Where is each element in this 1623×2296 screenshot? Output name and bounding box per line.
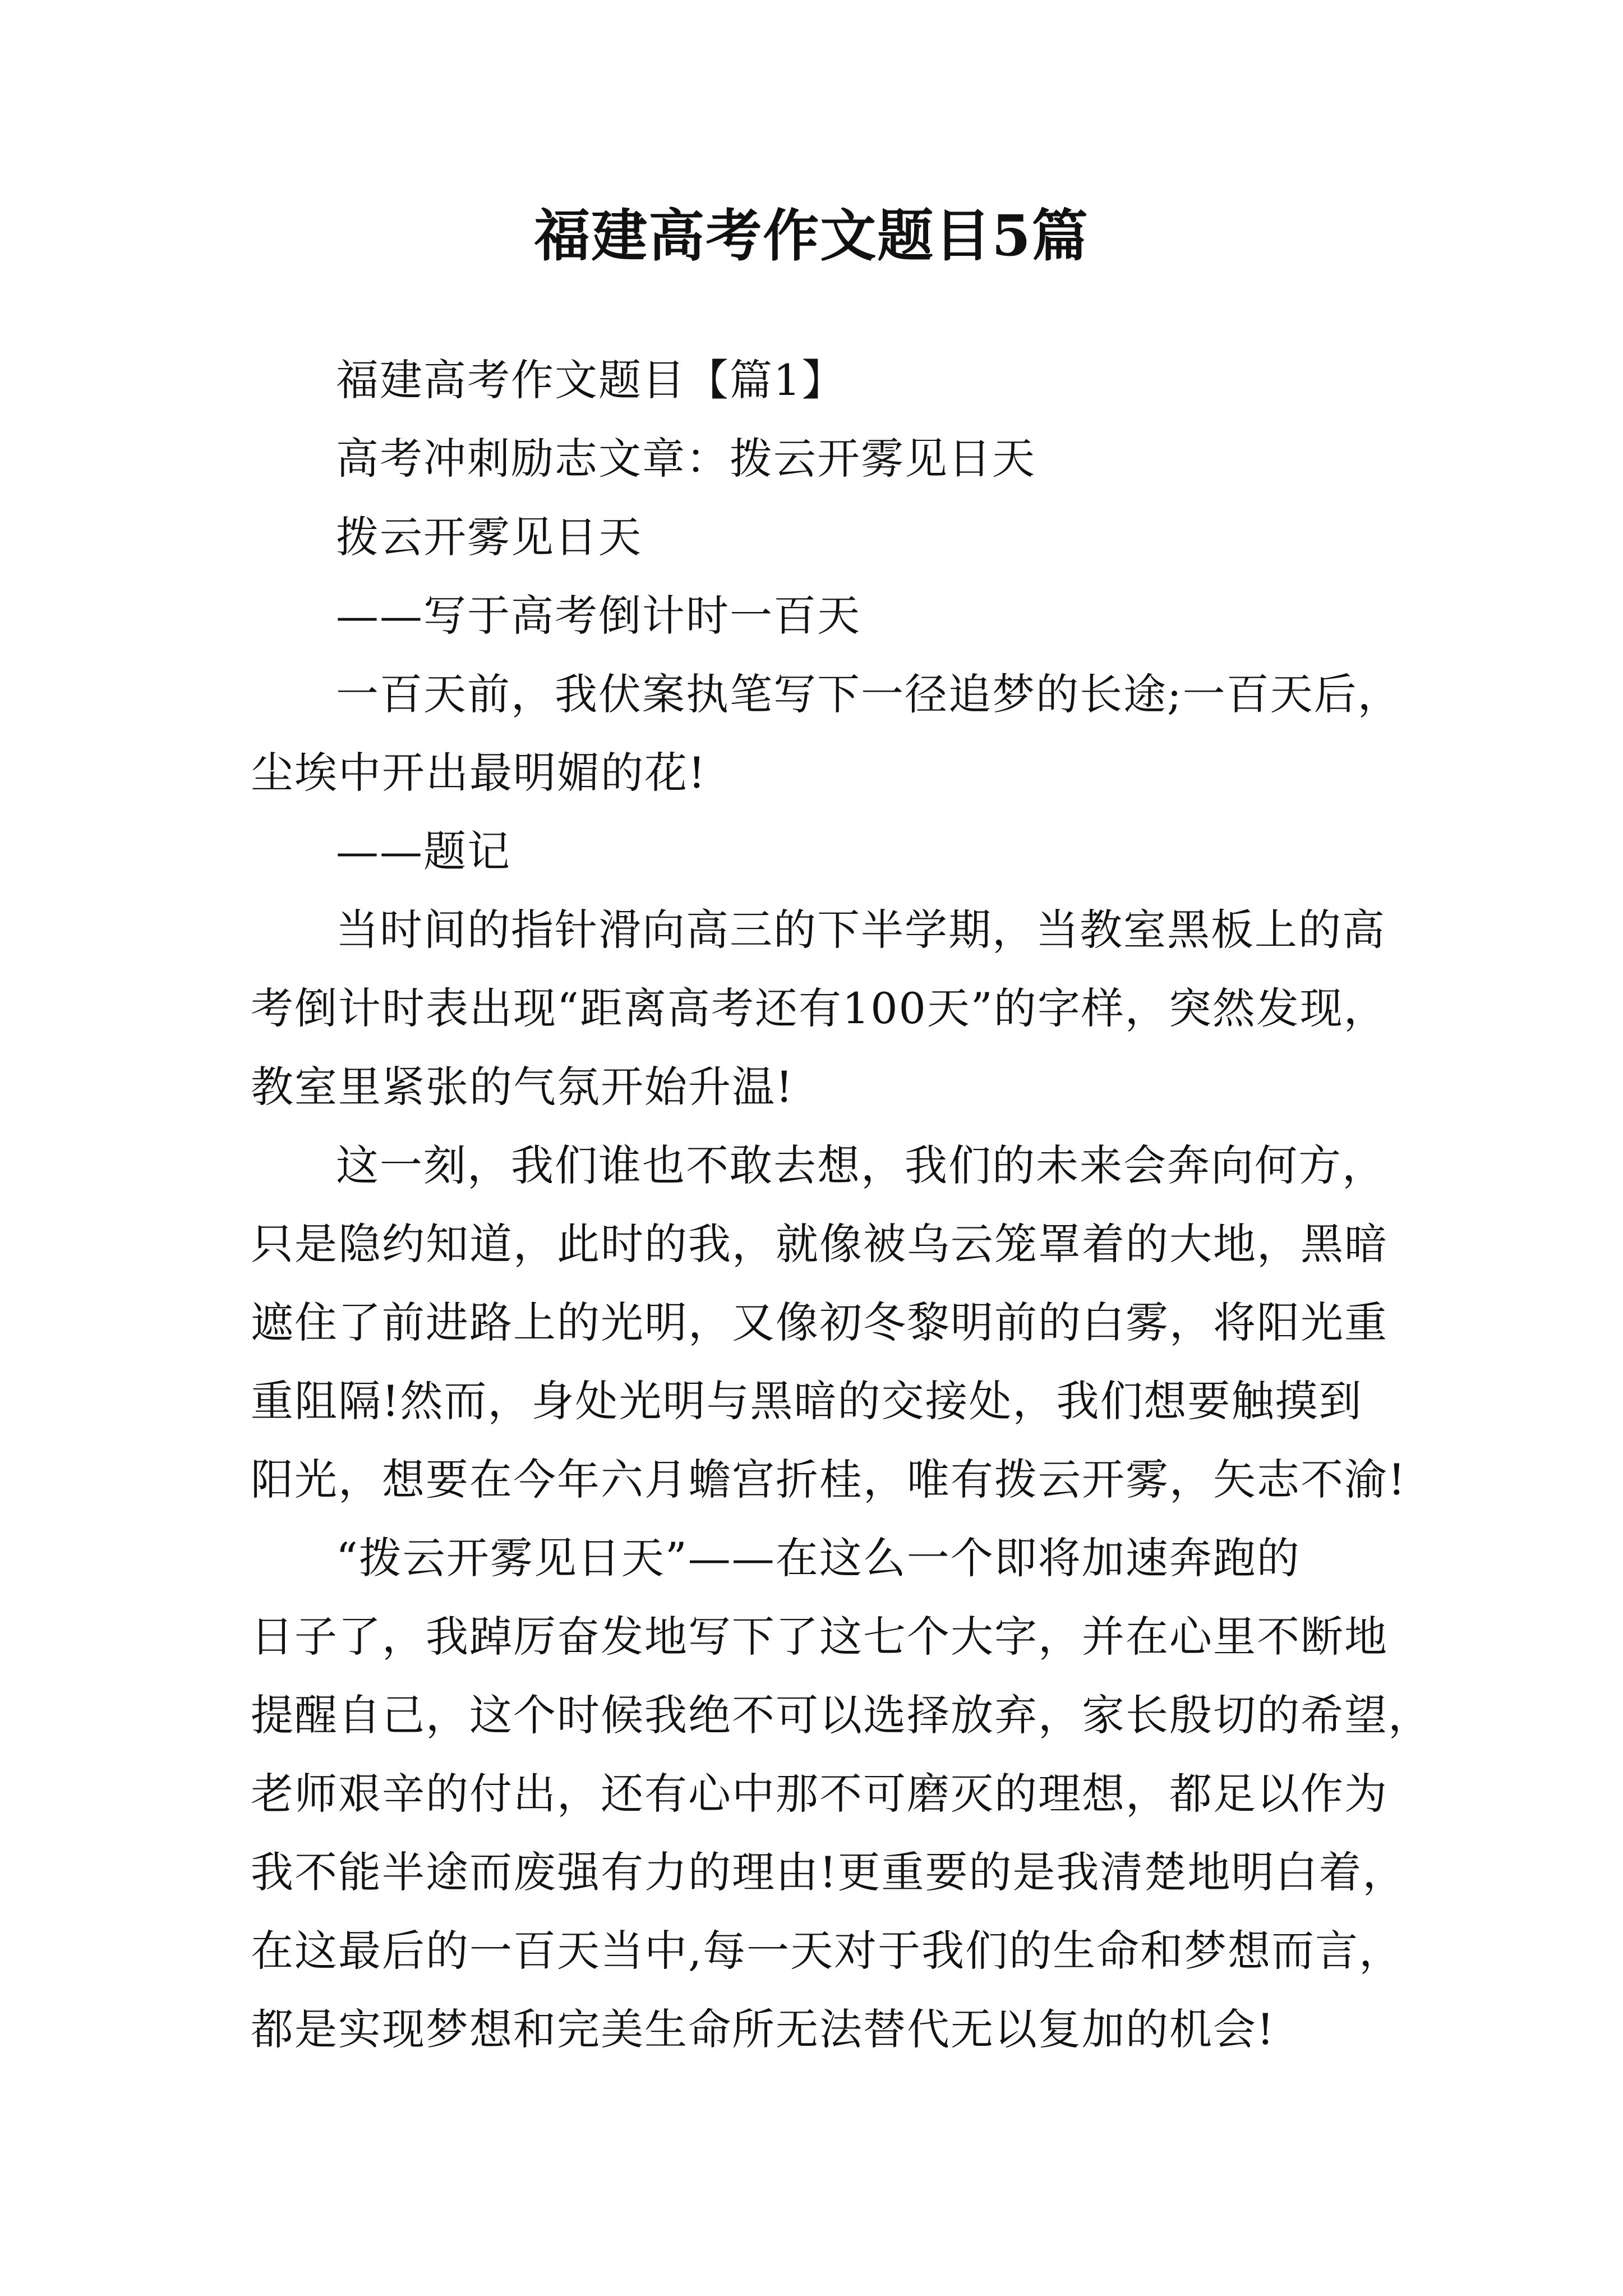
paragraph-line: 提醒自己，这个时候我绝不可以选择放弃，家长殷切的希望， [251, 1690, 1432, 1740]
document-body [251, 341, 1432, 2069]
dedication-line: ——写于高考倒计时一百天 [336, 591, 861, 641]
article-title: 高考冲刺励志文章：拨云开雾见日天 [336, 434, 1036, 484]
paragraph-line: “拨云开雾见日天”——在这么一个即将加速奔跑的 [336, 1533, 1301, 1583]
article-subtitle: 拨云开雾见日天 [336, 512, 642, 562]
epigraph-line: 一百天前，我伏案执笔写下一径追梦的长途;一百天后， [336, 669, 1401, 719]
epigraph-note: ——题记 [336, 826, 511, 876]
paragraph-line: 都是实现梦想和完美生命所无法替代无以复加的机会! [251, 2004, 1275, 2054]
body-paragraph-1 [251, 891, 1400, 1126]
paragraph-line: 考倒计时表出现“距离高考还有100天”的字样，突然发现， [251, 983, 1387, 1033]
paragraph-line: 我不能半途而废强有力的理由!更重要的是我清楚地明白着， [251, 1847, 1407, 1897]
epigraph-line: 尘埃中开出最明媚的花! [251, 748, 707, 798]
epigraph-paragraph [251, 655, 1400, 812]
paragraph-line: 阳光，想要在今年六月蟾宫折桂，唯有拨云开雾，矢志不渝! [251, 1455, 1407, 1504]
section-heading: 福建高考作文题目【篇1】 [336, 355, 846, 405]
body-paragraph-2 [251, 1126, 1407, 1519]
paragraph-line: 日子了，我踔厉奋发地写下了这七个大字，并在心里不断地 [251, 1612, 1388, 1662]
paragraph-line: 老师艰辛的付出，还有心中那不可磨灭的理想，都足以作为 [251, 1769, 1388, 1819]
paragraph-line: 教室里紧张的气氛开始升温! [251, 1062, 794, 1112]
paragraph-line: 当时间的指针滑向高三的下半学期，当教室黑板上的高 [336, 905, 1386, 955]
paragraph-line: 遮住了前进路上的光明，又像初冬黎明前的白雾，将阳光重 [251, 1297, 1388, 1347]
body-paragraph-3 [251, 1519, 1432, 2069]
paragraph-line: 这一刻，我们谁也不敢去想，我们的未来会奔向何方， [336, 1140, 1386, 1190]
document-title: 福建高考作文题目5篇 [534, 203, 1089, 269]
paragraph-line: 只是隐约知道，此时的我，就像被乌云笼罩着的大地，黑暗 [251, 1219, 1388, 1269]
paragraph-line: 重阻隔!然而，身处光明与黑暗的交接处，我们想要触摸到 [251, 1376, 1363, 1426]
paragraph-line: 在这最后的一百天当中,每一天对于我们的生命和梦想而言， [251, 1926, 1403, 1976]
